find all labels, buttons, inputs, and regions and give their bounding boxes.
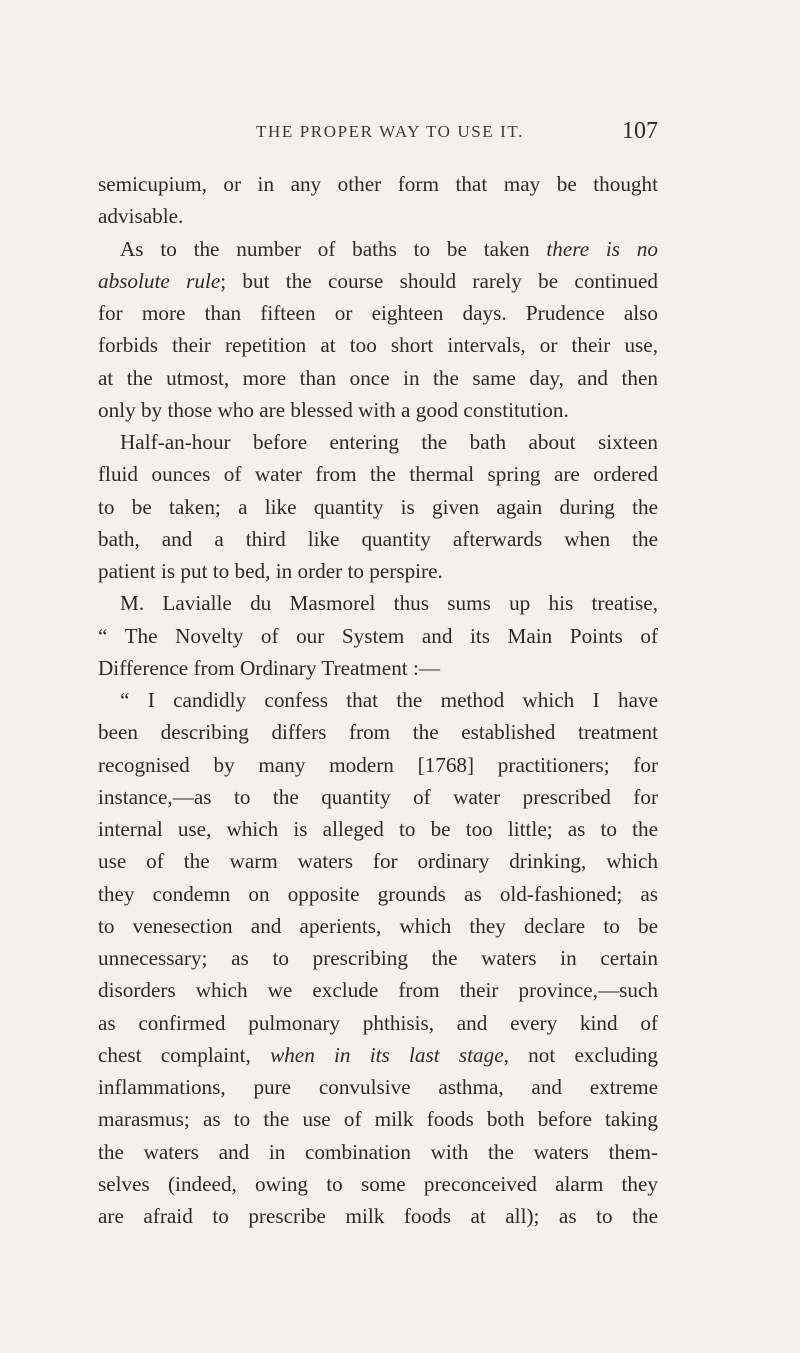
text-line: bath, and a third like quantity afterwards when the [98,526,658,551]
text-line: fluid ounces of water from the thermal spring are ordered [98,462,658,487]
text-line: to venesection and aperients, which they declare to be [98,913,658,938]
text-line: the waters and in combination with the waters them- [98,1139,658,1164]
text-line: absolute rule; but the course should rarely be continued [98,268,658,293]
text-line: as confirmed pulmonary phthisis, and every kind of [98,1010,658,1035]
text-line: they condemn on opposite grounds as old-fashioned; as [98,881,658,906]
text-line: “ I candidly confess that the method which I have [120,688,658,712]
running-title: THE PROPER WAY TO USE IT. [256,122,524,141]
text-line: been describing differs from the established treatment [98,720,658,745]
text-line: patient is put to bed, in order to perspire. [98,559,443,583]
text-line: for more than fifteen or eighteen days. Prudence also [98,301,658,325]
text-line: selves (indeed, owing to some preconceived alarm they [98,1171,658,1196]
text-line: are afraid to prescribe milk foods at all); as to the [98,1204,658,1228]
italic-text: when in its last stage [270,1042,504,1067]
text-line: instance,—as to the quantity of water prescribed for [98,784,658,809]
text-line: use of the warm waters for ordinary drinking, which [98,849,658,874]
text-line: only by those who are blessed with a good constitution. [98,397,569,422]
body-text [98,168,658,1232]
text-line: disorders which we exclude from their province,—such [98,978,658,1003]
text-line: M. Lavialle du Masmorel thus sums up his treatise, [120,591,658,616]
text-line: unnecessary; as to prescribing the waters in certain [98,946,658,970]
text-line: internal use, which is alleged to be too little; as to the [98,817,658,841]
text-line: chest complaint, when in its last stage, not excluding [98,1042,659,1067]
text-line: semicupium, or in any other form that may be thought [98,172,658,196]
text-line: to be taken; a like quantity is given again during the [98,494,658,519]
text-line: inflammations, pure convulsive asthma, and extreme [98,1075,658,1099]
text-line: “ The Novelty of our System and its Main Points of [98,623,658,648]
text-line: recognised by many modern [1768] practitioners; for [98,752,658,777]
text-line: As to the number of baths to be taken there is no [120,236,658,261]
page-number: 107 [622,118,658,144]
running-head [98,118,658,148]
italic-text: there is no [546,236,658,261]
text-line: at the utmost, more than once in the same day, and then [98,365,658,390]
text-line: advisable. [98,204,184,229]
text-line: Difference from Ordinary Treatment :— [98,655,441,680]
text-line: Half-an-hour before entering the bath about sixteen [120,430,658,454]
text-line: marasmus; as to the use of milk foods both before taking [98,1107,658,1132]
italic-text: absolute rule [98,268,221,293]
text-line: forbids their repetition at too short intervals, or their use, [98,333,658,358]
